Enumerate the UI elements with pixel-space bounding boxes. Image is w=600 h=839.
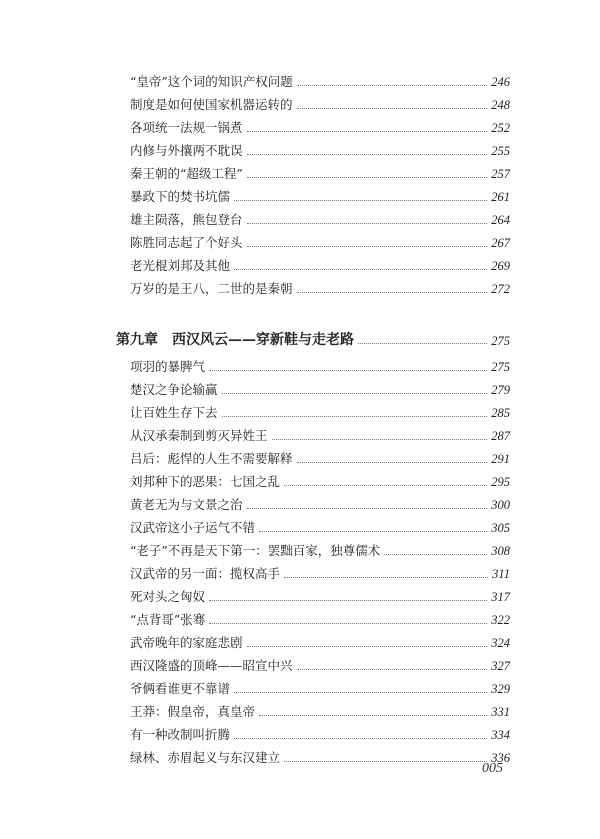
toc-entry (130, 403, 510, 421)
leader-dots (358, 343, 487, 344)
toc-entry (130, 164, 510, 182)
leader-dots (247, 646, 488, 647)
toc-entry-title: 有一种改制叫折腾 (130, 727, 231, 742)
leader-dots (222, 393, 488, 394)
toc-entry-page: 317 (491, 590, 510, 604)
toc-entry (130, 518, 510, 536)
toc-entry (130, 279, 510, 297)
toc-entry (130, 357, 510, 375)
toc-entry (130, 587, 510, 605)
toc-entry-page: 300 (491, 498, 510, 512)
toc-entry (130, 495, 510, 513)
toc-entry-page: 275 (491, 360, 510, 374)
toc-entry-title: 武帝晚年的家庭悲剧 (130, 635, 243, 650)
leader-dots (209, 370, 487, 371)
leader-dots (247, 223, 488, 224)
leader-dots (247, 177, 487, 178)
toc-entry-title: 爷俩看谁更不靠谱 (130, 681, 231, 696)
chapter-title: 第九章 西汉风云——穿新鞋与走老路 (116, 332, 354, 348)
leader-dots (247, 508, 488, 509)
toc-entry-page: 269 (491, 259, 510, 273)
toc-entry (130, 426, 510, 444)
toc-entry-title: 雄主陨落，熊包登台 (130, 212, 243, 227)
toc-entry-title: 王莽：假皇帝，真皇帝 (130, 704, 256, 719)
leader-dots (209, 623, 487, 624)
toc-entry-page: 261 (491, 190, 510, 204)
toc-entry-page: 295 (491, 475, 510, 489)
leader-dots (234, 200, 487, 201)
toc-entry (130, 610, 510, 628)
toc-entry-title: 万岁的是王八，二世的是秦朝 (130, 281, 293, 296)
toc-entry-title: 汉武帝这小子运气不错 (130, 520, 256, 535)
toc-entry-page: 272 (491, 282, 510, 296)
page-number: 005 (482, 761, 503, 776)
leader-dots (297, 85, 487, 86)
leader-dots (234, 738, 487, 739)
leader-dots (297, 462, 488, 463)
leader-dots (259, 531, 487, 532)
toc-entry-title: “点背哥”张骞 (130, 612, 206, 627)
leader-dots (297, 292, 488, 293)
toc-entry-page: 305 (491, 521, 510, 535)
toc-entry (130, 472, 510, 490)
toc-entry-title: 刘邦种下的恶果：七国之乱 (130, 474, 281, 489)
leader-dots (247, 154, 488, 155)
leader-dots (222, 416, 488, 417)
toc-entry-title: 从汉承秦制到剪灭异姓王 (130, 428, 268, 443)
toc-entry-title: “皇帝”这个词的知识产权问题 (130, 74, 293, 89)
leader-dots (297, 669, 488, 670)
toc-entry-page: 336 (491, 751, 510, 765)
toc-entry-title: 西汉隆盛的顶峰——昭宣中兴 (130, 658, 293, 673)
toc-entry (130, 233, 510, 251)
toc-entry-page: 287 (491, 429, 510, 443)
toc-entry (130, 256, 510, 274)
toc-entry (130, 95, 510, 113)
toc-entry (130, 210, 510, 228)
toc-entry (130, 118, 510, 136)
toc-entry (130, 633, 510, 651)
toc-entry-title: 绿林、赤眉起义与东汉建立 (130, 750, 281, 765)
leader-dots (284, 485, 487, 486)
toc-entry-page: 257 (491, 167, 510, 181)
chapter-page: 275 (491, 334, 510, 348)
toc-entry-page: 329 (491, 682, 510, 696)
toc-entry-title: 老光棍刘邦及其他 (130, 258, 231, 273)
toc-entry (130, 541, 510, 559)
toc-entry (130, 748, 510, 766)
toc-entry-page: 252 (491, 121, 510, 135)
toc-entry (130, 725, 510, 743)
toc-entry-page: 248 (491, 98, 510, 112)
leader-dots (247, 246, 488, 247)
toc-entry (130, 449, 510, 467)
leader-dots (247, 131, 488, 132)
toc-entry-page: 322 (491, 613, 510, 627)
toc-entry-title: 死对头之匈奴 (130, 589, 206, 604)
toc-entry-page: 264 (491, 213, 510, 227)
toc-entry-title: 让百姓生存下去 (130, 405, 218, 420)
leader-dots (272, 439, 488, 440)
toc-entry-title: 暴政下的焚书坑儒 (130, 189, 231, 204)
toc-entry-title: 楚汉之争论输赢 (130, 382, 218, 397)
toc-entry-page: 334 (491, 728, 510, 742)
toc-entry-title: 项羽的暴脾气 (130, 359, 206, 374)
leader-dots (209, 600, 487, 601)
toc-entry-page: 324 (491, 636, 510, 650)
leader-dots (234, 692, 487, 693)
toc-entry-title: “老子”不再是天下第一：罢黜百家，独尊儒术 (130, 543, 381, 558)
toc-entry-page: 285 (491, 406, 510, 420)
toc-entry-page: 267 (491, 236, 510, 250)
toc-entry-title: 陈胜同志起了个好头 (130, 235, 243, 250)
toc-entry-page: 327 (491, 659, 510, 673)
leader-dots (384, 554, 487, 555)
toc-entry (130, 187, 510, 205)
toc-entry-page: 291 (491, 452, 510, 466)
leader-dots (284, 577, 488, 578)
leader-dots (297, 108, 488, 109)
toc-entry-page: 246 (491, 75, 510, 89)
toc-entry (130, 72, 510, 90)
toc-entry (130, 679, 510, 697)
toc-entry-page: 279 (491, 383, 510, 397)
toc-entry-title: 各项统一法规一锅煮 (130, 120, 243, 135)
toc-entry (130, 141, 510, 159)
toc-entry-page: 255 (491, 144, 510, 158)
toc-entry-title: 制度是如何使国家机器运转的 (130, 97, 293, 112)
toc-entry (130, 656, 510, 674)
toc-entry-title: 黄老无为与文景之治 (130, 497, 243, 512)
toc-entry (130, 564, 510, 582)
leader-dots (259, 715, 487, 716)
chapter-heading (116, 329, 510, 349)
toc-entry-title: 汉武帝的另一面：揽权高手 (130, 566, 281, 581)
leader-dots (284, 761, 487, 762)
toc-entry-title: 秦王朝的“超级工程” (130, 166, 243, 181)
toc-entry-title: 吕后：彪悍的人生不需要解释 (130, 451, 293, 466)
toc-entry-page: 308 (491, 544, 510, 558)
toc-entry (130, 380, 510, 398)
toc-entry-title: 内修与外攘两不耽误 (130, 143, 243, 158)
toc-entry-page: 311 (492, 567, 510, 581)
toc-entry-page: 331 (491, 705, 510, 719)
leader-dots (234, 269, 487, 270)
toc-entry (130, 702, 510, 720)
